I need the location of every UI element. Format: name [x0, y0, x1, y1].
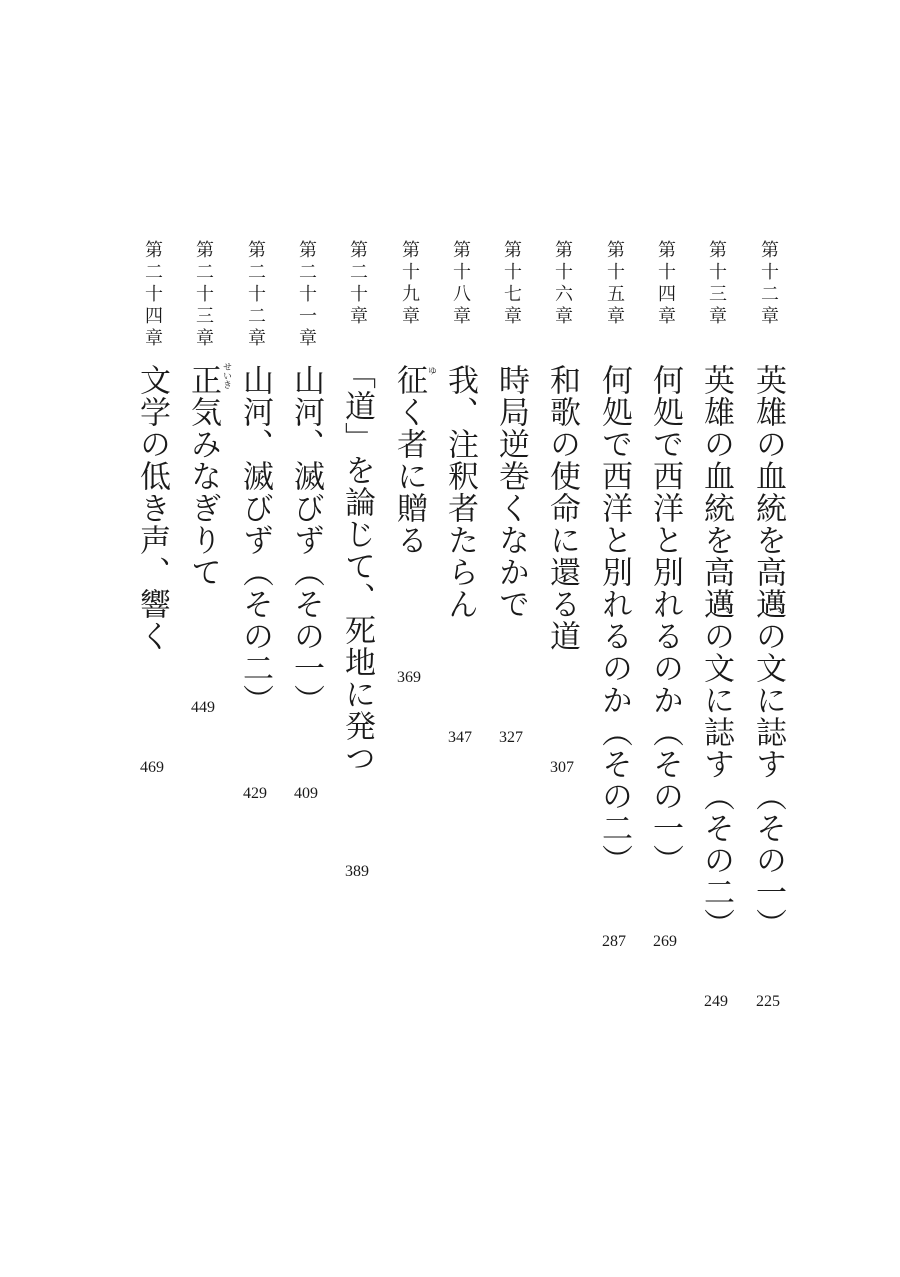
toc-entry-chapter-12[interactable] [748, 240, 788, 1040]
toc-entry-chapter-14[interactable] [645, 240, 685, 1040]
toc-entry-chapter-20[interactable] [337, 240, 377, 1040]
chapter-title: 時局逆巻くなかで [493, 364, 529, 620]
chapter-title: 英雄の血統を高邁の文に誌す（その二） [698, 364, 734, 940]
chapter-title: 我、注釈者たらん [442, 364, 478, 620]
toc-entry-chapter-23[interactable] [183, 240, 231, 1040]
chapter-title: 何処で西洋と別れるのか（その二） [596, 364, 632, 876]
chapter-number: 第十八章 [450, 240, 471, 328]
chapter-number: 第二十一章 [296, 240, 317, 350]
toc-entry-chapter-17[interactable] [491, 240, 531, 1040]
toc-entry-chapter-24[interactable] [132, 240, 172, 1040]
chapter-title: 正気みなぎりて [185, 364, 221, 588]
chapter-number: 第十六章 [552, 240, 573, 328]
page-number: 429 [243, 785, 267, 802]
furigana: せいき [221, 362, 231, 389]
chapter-number: 第二十四章 [142, 240, 163, 350]
toc-entry-chapter-22[interactable] [235, 240, 275, 1040]
chapter-number: 第十七章 [501, 240, 522, 328]
toc-entry-chapter-19[interactable] [389, 240, 436, 1040]
chapter-title: 和歌の使命に還る道 [544, 364, 580, 652]
chapter-number: 第十九章 [399, 240, 420, 328]
chapter-title: 山河、滅びず（その二） [237, 364, 273, 716]
page-number: 449 [191, 699, 215, 716]
page-number: 249 [704, 993, 728, 1010]
chapter-number: 第二十三章 [193, 240, 214, 350]
toc-entry-chapter-15[interactable] [594, 240, 634, 1040]
chapter-title: 征く者に贈る [391, 364, 427, 556]
toc-entry-chapter-16[interactable] [542, 240, 582, 1040]
chapter-title: 「道」を論じて、死地に発つ [339, 358, 375, 774]
chapter-title: 山河、滅びず（その一） [288, 364, 324, 716]
chapter-title: 文学の低き声、響く [134, 364, 170, 652]
page-number: 369 [397, 669, 421, 686]
chapter-number: 第十四章 [655, 240, 676, 328]
chapter-title: 英雄の血統を高邁の文に誌す（その一） [750, 364, 786, 940]
page-number: 225 [756, 993, 780, 1010]
chapter-number: 第十三章 [706, 240, 727, 328]
toc-entry-chapter-13[interactable] [696, 240, 736, 1040]
chapter-number: 第二十二章 [245, 240, 266, 350]
chapter-number: 第二十章 [347, 240, 368, 328]
toc-entry-chapter-18[interactable] [440, 240, 480, 1040]
page-number: 307 [550, 759, 574, 776]
page-number: 469 [140, 759, 164, 776]
page-number: 269 [653, 933, 677, 950]
page-number: 287 [602, 933, 626, 950]
toc-entry-chapter-21[interactable] [286, 240, 326, 1040]
page-number: 409 [294, 785, 318, 802]
chapter-title: 何処で西洋と別れるのか（その一） [647, 364, 683, 876]
furigana: ゆ [426, 366, 436, 375]
chapter-number: 第十五章 [604, 240, 625, 328]
page-number: 389 [345, 863, 369, 880]
page-number: 347 [448, 729, 472, 746]
chapter-number: 第十二章 [758, 240, 779, 328]
page-number: 327 [499, 729, 523, 746]
